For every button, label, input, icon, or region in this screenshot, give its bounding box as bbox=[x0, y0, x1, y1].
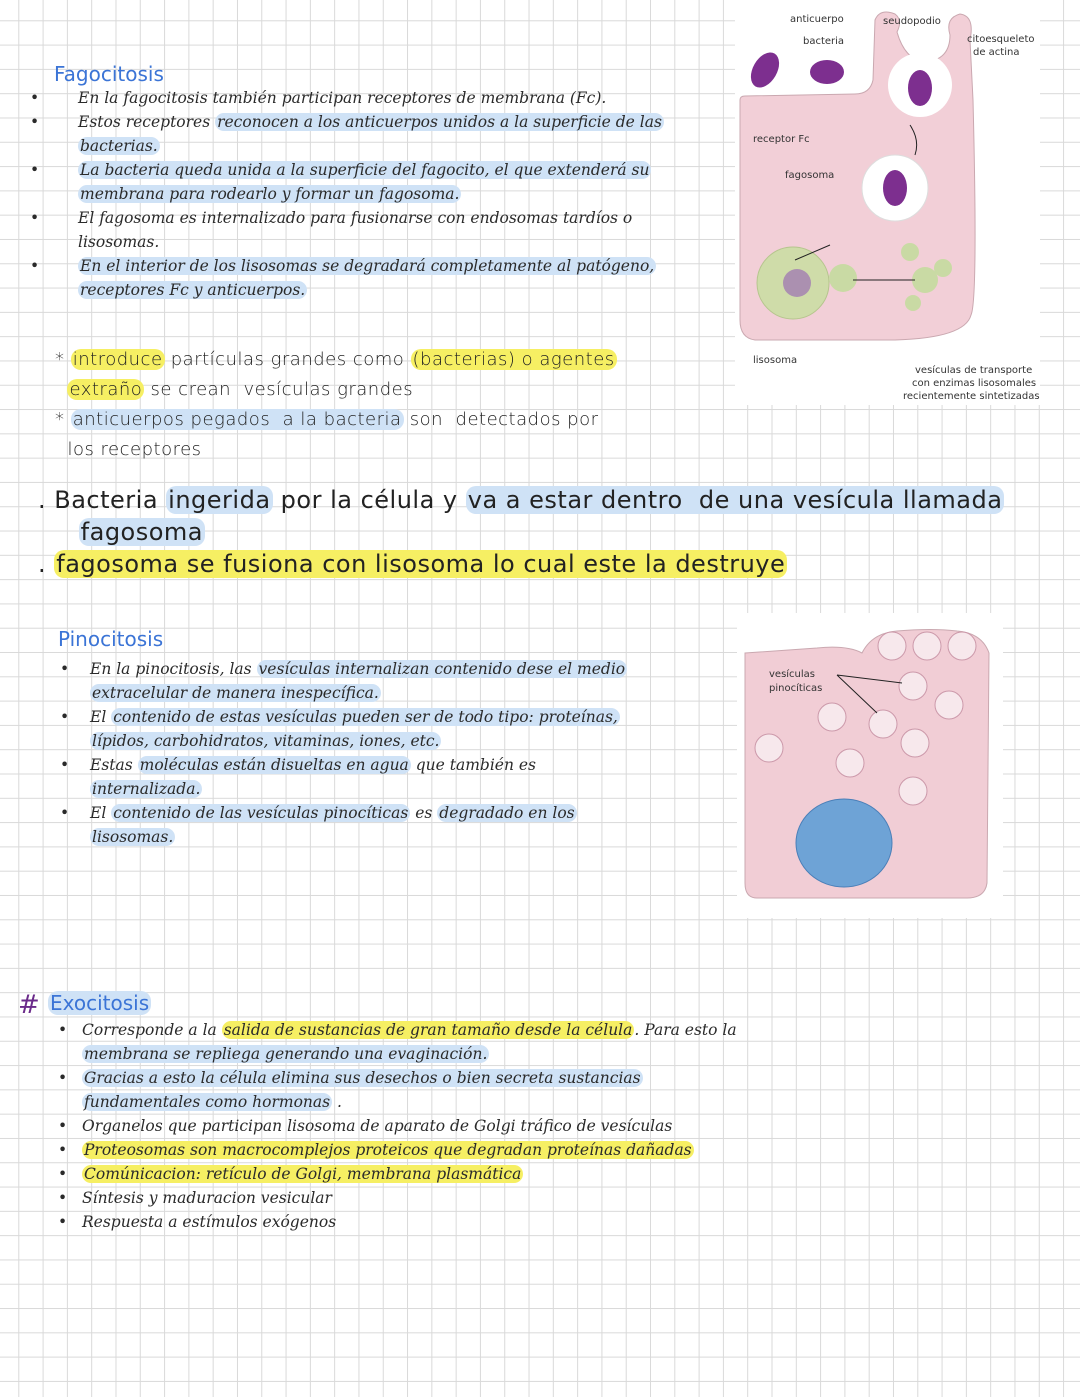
list-item bbox=[60, 657, 690, 705]
pinocitosis-list bbox=[60, 657, 690, 849]
text-segment: moléculas están disueltas en agua bbox=[139, 756, 409, 774]
text-segment: es bbox=[410, 804, 438, 822]
label-vesiculas-3: recientemente sintetizadas bbox=[903, 391, 1040, 402]
list-item bbox=[58, 1210, 802, 1234]
exocitosis-title: Exocitosis bbox=[50, 991, 150, 1015]
text-segment: . Bacteria bbox=[38, 486, 167, 514]
bullet-icon: • bbox=[30, 89, 40, 107]
text-segment: contenido de las vesículas pinocíticas bbox=[113, 804, 409, 822]
note-line bbox=[55, 405, 617, 435]
handwritten-notes-2 bbox=[38, 484, 1004, 580]
bullet-icon: • bbox=[58, 1141, 68, 1159]
text-segment: . bbox=[332, 1093, 342, 1111]
text-segment: . Para esto la bbox=[634, 1021, 737, 1039]
bullet-icon: • bbox=[58, 1165, 68, 1183]
text-segment: extracelular de manera inespecífica. bbox=[92, 684, 379, 702]
note-line bbox=[38, 484, 1004, 516]
text-segment: ingerida bbox=[168, 486, 271, 514]
text-segment: Estas bbox=[90, 756, 138, 774]
fagocitosis-diagram bbox=[735, 0, 1040, 405]
pinocitosis-title: Pinocitosis bbox=[58, 627, 164, 651]
text-segment: El bbox=[90, 708, 112, 726]
list-item bbox=[60, 705, 690, 753]
bullet-icon: • bbox=[60, 708, 70, 726]
text-segment: Organelos que participan lisosoma de aparato de Golgi tráfico de vesículas bbox=[82, 1117, 673, 1135]
list-item bbox=[58, 1138, 802, 1162]
list-item bbox=[30, 110, 718, 158]
fagocitosis-list bbox=[30, 86, 718, 302]
text-segment: . bbox=[38, 550, 55, 578]
list-item bbox=[30, 86, 718, 110]
text-segment: Comúnicacion: retículo de Golgi, membrana plasmática bbox=[84, 1165, 522, 1183]
note-line bbox=[55, 345, 617, 375]
text-segment: por la célula y bbox=[272, 486, 466, 514]
text-segment: El fagosoma es internalizado para fusionarse con endosomas tardíos o bbox=[78, 209, 633, 227]
label-fagosoma: fagosoma bbox=[785, 170, 835, 181]
label-bacteria: bacteria bbox=[803, 36, 845, 47]
bullet-icon: • bbox=[58, 1021, 68, 1039]
note-line bbox=[55, 435, 617, 465]
note-line bbox=[55, 375, 617, 405]
list-item bbox=[58, 1018, 802, 1066]
fagocitosis-title: Fagocitosis bbox=[54, 62, 164, 86]
text-segment: (bacterias) o agentes bbox=[412, 349, 615, 370]
label-de-actina: de actina bbox=[973, 47, 1020, 58]
bullet-icon: • bbox=[30, 113, 40, 131]
list-item bbox=[58, 1066, 802, 1114]
bullet-icon: • bbox=[58, 1189, 68, 1207]
text-segment: El bbox=[90, 804, 112, 822]
bullet-icon: • bbox=[30, 257, 40, 275]
pinocitosis-diagram bbox=[737, 613, 1003, 918]
text-segment: membrana para rodearlo y formar un fagosoma. bbox=[80, 185, 460, 203]
text-segment bbox=[38, 518, 79, 546]
text-segment: que también es bbox=[410, 756, 537, 774]
label-pinociticas: pinocíticas bbox=[769, 683, 823, 694]
text-segment: * bbox=[55, 349, 71, 370]
text-segment: extraño bbox=[69, 379, 143, 400]
hash-mark: # bbox=[18, 990, 40, 1020]
bullet-icon: • bbox=[60, 804, 70, 822]
label-vesiculas: vesículas bbox=[769, 669, 816, 680]
text-segment: los receptores bbox=[55, 439, 202, 460]
text-segment: En la fagocitosis también participan receptores de membrana (Fc). bbox=[78, 89, 607, 107]
list-item bbox=[60, 753, 690, 801]
text-segment: * bbox=[55, 409, 71, 430]
label-vesiculas-1: vesículas de transporte bbox=[915, 365, 1033, 376]
text-segment: receptores Fc y anticuerpos. bbox=[80, 281, 306, 299]
bullet-icon: • bbox=[30, 161, 40, 179]
handwritten-notes-1 bbox=[55, 345, 617, 465]
text-segment: reconocen a los anticuerpos unidos a la superficie de las bbox=[217, 113, 662, 131]
text-segment: En el interior de los lisosomas se degradará completamente al patógeno, bbox=[80, 257, 655, 275]
note-line bbox=[38, 548, 1004, 580]
text-segment: En la pinocitosis, las bbox=[90, 660, 257, 678]
bullet-icon: • bbox=[58, 1117, 68, 1135]
label-citoesqueleto: citoesqueleto bbox=[967, 34, 1035, 45]
text-segment: La bacteria queda unida a la superficie del fagocito, el que extenderá su bbox=[80, 161, 650, 179]
exocitosis-list bbox=[58, 1018, 802, 1234]
bullet-icon: • bbox=[60, 756, 70, 774]
list-item bbox=[58, 1114, 802, 1138]
label-anticuerpo: anticuerpo bbox=[790, 14, 844, 25]
label-lisosoma: lisosoma bbox=[753, 355, 798, 366]
text-segment: Corresponde a la bbox=[82, 1021, 222, 1039]
list-item bbox=[30, 158, 718, 206]
label-receptor: receptor Fc bbox=[753, 134, 810, 145]
text-segment: lisosomas. bbox=[78, 233, 160, 251]
text-segment: Síntesis y maduracion vesicular bbox=[82, 1189, 332, 1207]
text-segment: fundamentales como hormonas bbox=[84, 1093, 331, 1111]
text-segment: partículas grandes como bbox=[164, 349, 411, 370]
text-segment: se crean vesículas grandes bbox=[144, 379, 414, 400]
text-segment: degradado en los bbox=[439, 804, 575, 822]
bullet-icon: • bbox=[60, 660, 70, 678]
label-seudopodio: seudopodio bbox=[883, 16, 941, 27]
text-segment: Respuesta a estímulos exógenos bbox=[82, 1213, 337, 1231]
bullet-icon: • bbox=[58, 1069, 68, 1087]
bullet-icon: • bbox=[58, 1213, 68, 1231]
text-segment: Gracias a esto la célula elimina sus desechos o bien secreta sustancias bbox=[84, 1069, 641, 1087]
text-segment: lípidos, carbohidratos, vitaminas, iones, etc. bbox=[92, 732, 440, 750]
text-segment: lisosomas. bbox=[92, 828, 174, 846]
text-segment: introduce bbox=[72, 349, 163, 370]
text-segment: fagosoma bbox=[80, 518, 204, 546]
text-segment: anticuerpos pegados a la bacteria bbox=[72, 409, 402, 430]
text-segment: vesículas internalizan contenido dese el medio bbox=[258, 660, 626, 678]
list-item bbox=[60, 801, 690, 849]
text-segment: fagosoma se fusiona con lisosoma lo cual este la destruye bbox=[56, 550, 786, 578]
list-item bbox=[58, 1186, 802, 1210]
text-segment: va a estar dentro de una vesícula llamada bbox=[467, 486, 1003, 514]
text-segment: son detectados por bbox=[403, 409, 599, 430]
text-segment: Proteosomas son macrocomplejos proteicos que degradan proteínas dañadas bbox=[84, 1141, 692, 1159]
text-segment: bacterias. bbox=[80, 137, 158, 155]
text-segment: membrana se repliega generando una evaginación. bbox=[84, 1045, 488, 1063]
text-segment bbox=[55, 379, 67, 400]
list-item bbox=[30, 206, 718, 254]
text-segment: salida de sustancias de gran tamaño desde la célula bbox=[223, 1021, 633, 1039]
label-vesiculas-2: con enzimas lisosomales bbox=[912, 378, 1037, 389]
list-item bbox=[30, 254, 718, 302]
bullet-icon: • bbox=[30, 209, 40, 227]
list-item bbox=[58, 1162, 802, 1186]
text-segment: contenido de estas vesículas pueden ser de todo tipo: proteínas, bbox=[113, 708, 618, 726]
text-segment: internalizada. bbox=[92, 780, 201, 798]
note-line bbox=[38, 516, 1004, 548]
text-segment: Estos receptores bbox=[78, 113, 216, 131]
